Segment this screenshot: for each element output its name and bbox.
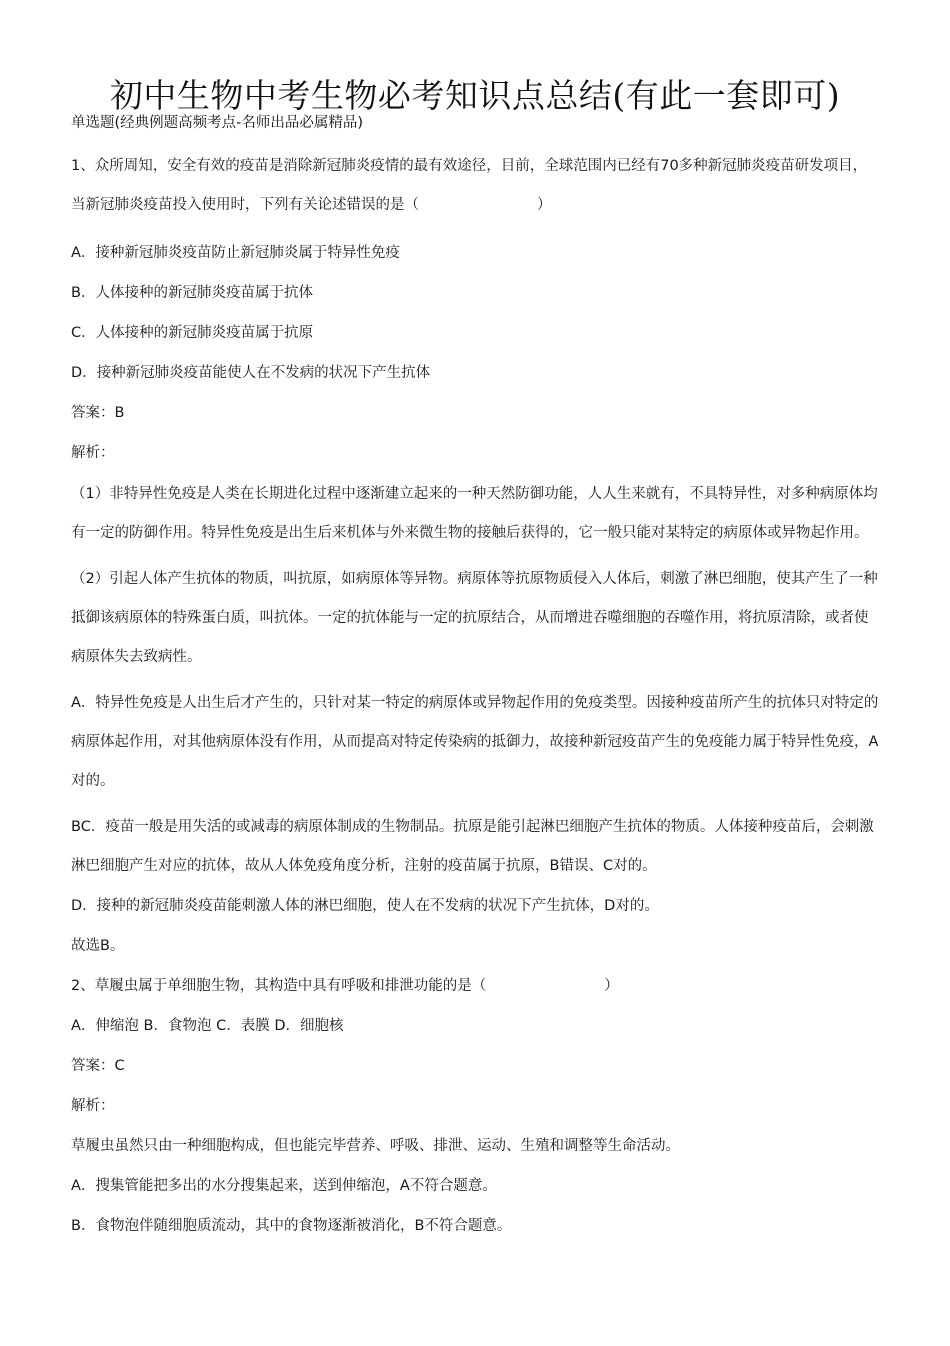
question-2-analysis-paragraph: B．食物泡伴随细胞质流动，其中的食物逐渐被消化，B不符合题意。	[71, 1218, 512, 1234]
question-1-option-c: C．人体接种的新冠肺炎疫苗属于抗原	[71, 325, 314, 341]
question-2-stem-close: ）	[604, 978, 619, 994]
question-2-options: A．伸缩泡 B．食物泡 C．表膜 D．细胞核	[71, 1018, 344, 1034]
question-1-analysis-paragraph: A．特异性免疫是人出生后才产生的，只针对某一特定的病原体或异物起作用的免疫类型。因接种疫苗所产生的抗体只对特定的病原体起作用，对其他病原体没有作用，从而提高对特定传染病的抵御力，故接种新冠疫苗产生的免疫能力属于特异性免疫，A对的。	[71, 695, 879, 789]
question-1-option-d: D．接种新冠肺炎疫苗能使人在不发病的状况下产生抗体	[71, 365, 431, 381]
question-1-option-a: A．接种新冠肺炎疫苗防止新冠肺炎属于特异性免疫	[71, 245, 400, 261]
document-body	[71, 147, 881, 1254]
question-1-analysis-paragraph: （2）引起人体产生抗体的物质，叫抗原，如病原体等异物。病原体等抗原物质侵入人体后，刺激了淋巴细胞，使其产生了一种抵御该病原体的特殊蛋白质，叫抗体。一定的抗体能与一定的抗原结合，从而增进吞噬细胞的吞噬作用，将抗原清除，或者使病原体失去致病性。	[71, 571, 878, 665]
question-1-answer: 答案：B	[71, 405, 125, 421]
question-1-analysis-paragraph: D．接种的新冠肺炎疫苗能刺激人体的淋巴细胞，使人在不发病的状况下产生抗体，D对的。	[71, 898, 659, 914]
question-1-conclusion: 故选B。	[71, 938, 125, 954]
question-2-analysis-label: 解析：	[71, 1098, 115, 1114]
question-1-stem-text: 1、众所周知，安全有效的疫苗是消除新冠肺炎疫情的最有效途径，目前，全球范围内已经有70多种新冠肺炎疫苗研发项目，当新冠肺炎疫苗投入使用时，下列有关论述错误的是（	[71, 158, 868, 213]
question-1-analysis-paragraph: （1）非特异性免疫是人类在长期进化过程中逐渐建立起来的一种天然防御功能，人人生来就有，不具特异性，对多种病原体均有一定的防御作用。特异性免疫是出生后来机体与外来微生物的接触后获得的，它一般只能对某特定的病原体或异物起作用。	[71, 486, 878, 541]
question-1-analysis-paragraph: BC．疫苗一般是用失活的或减毒的病原体制成的生物制品。抗原是能引起淋巴细胞产生抗体的物质。人体接种疫苗后，会刺激淋巴细胞产生对应的抗体，故从人体免疫角度分析，注射的疫苗属于抗原，B错误、C对的。	[71, 819, 874, 874]
document-subtitle: 单选题(经典例题高频考点-名师出品必属精品)	[71, 115, 364, 131]
question-1-option-b: B．人体接种的新冠肺炎疫苗属于抗体	[71, 285, 313, 301]
question-2-answer: 答案：C	[71, 1058, 125, 1074]
question-1-stem-close: ）	[537, 197, 552, 213]
question-2-analysis-paragraph: A．搜集管能把多出的水分搜集起来，送到伸缩泡，A不符合题意。	[71, 1178, 497, 1194]
question-1-stem	[71, 147, 881, 225]
question-2-stem	[71, 974, 881, 998]
document-title: 初中生物中考生物必考知识点总结(有此一套即可)	[109, 76, 841, 115]
question-2-stem-text: 2、草履虫属于单细胞生物，其构造中具有呼吸和排泄功能的是（	[71, 978, 487, 994]
question-2-analysis-paragraph: 草履虫虽然只由一种细胞构成，但也能完毕营养、呼吸、排泄、运动、生殖和调整等生命活动。	[71, 1138, 680, 1154]
question-1-analysis-label: 解析：	[71, 445, 115, 461]
